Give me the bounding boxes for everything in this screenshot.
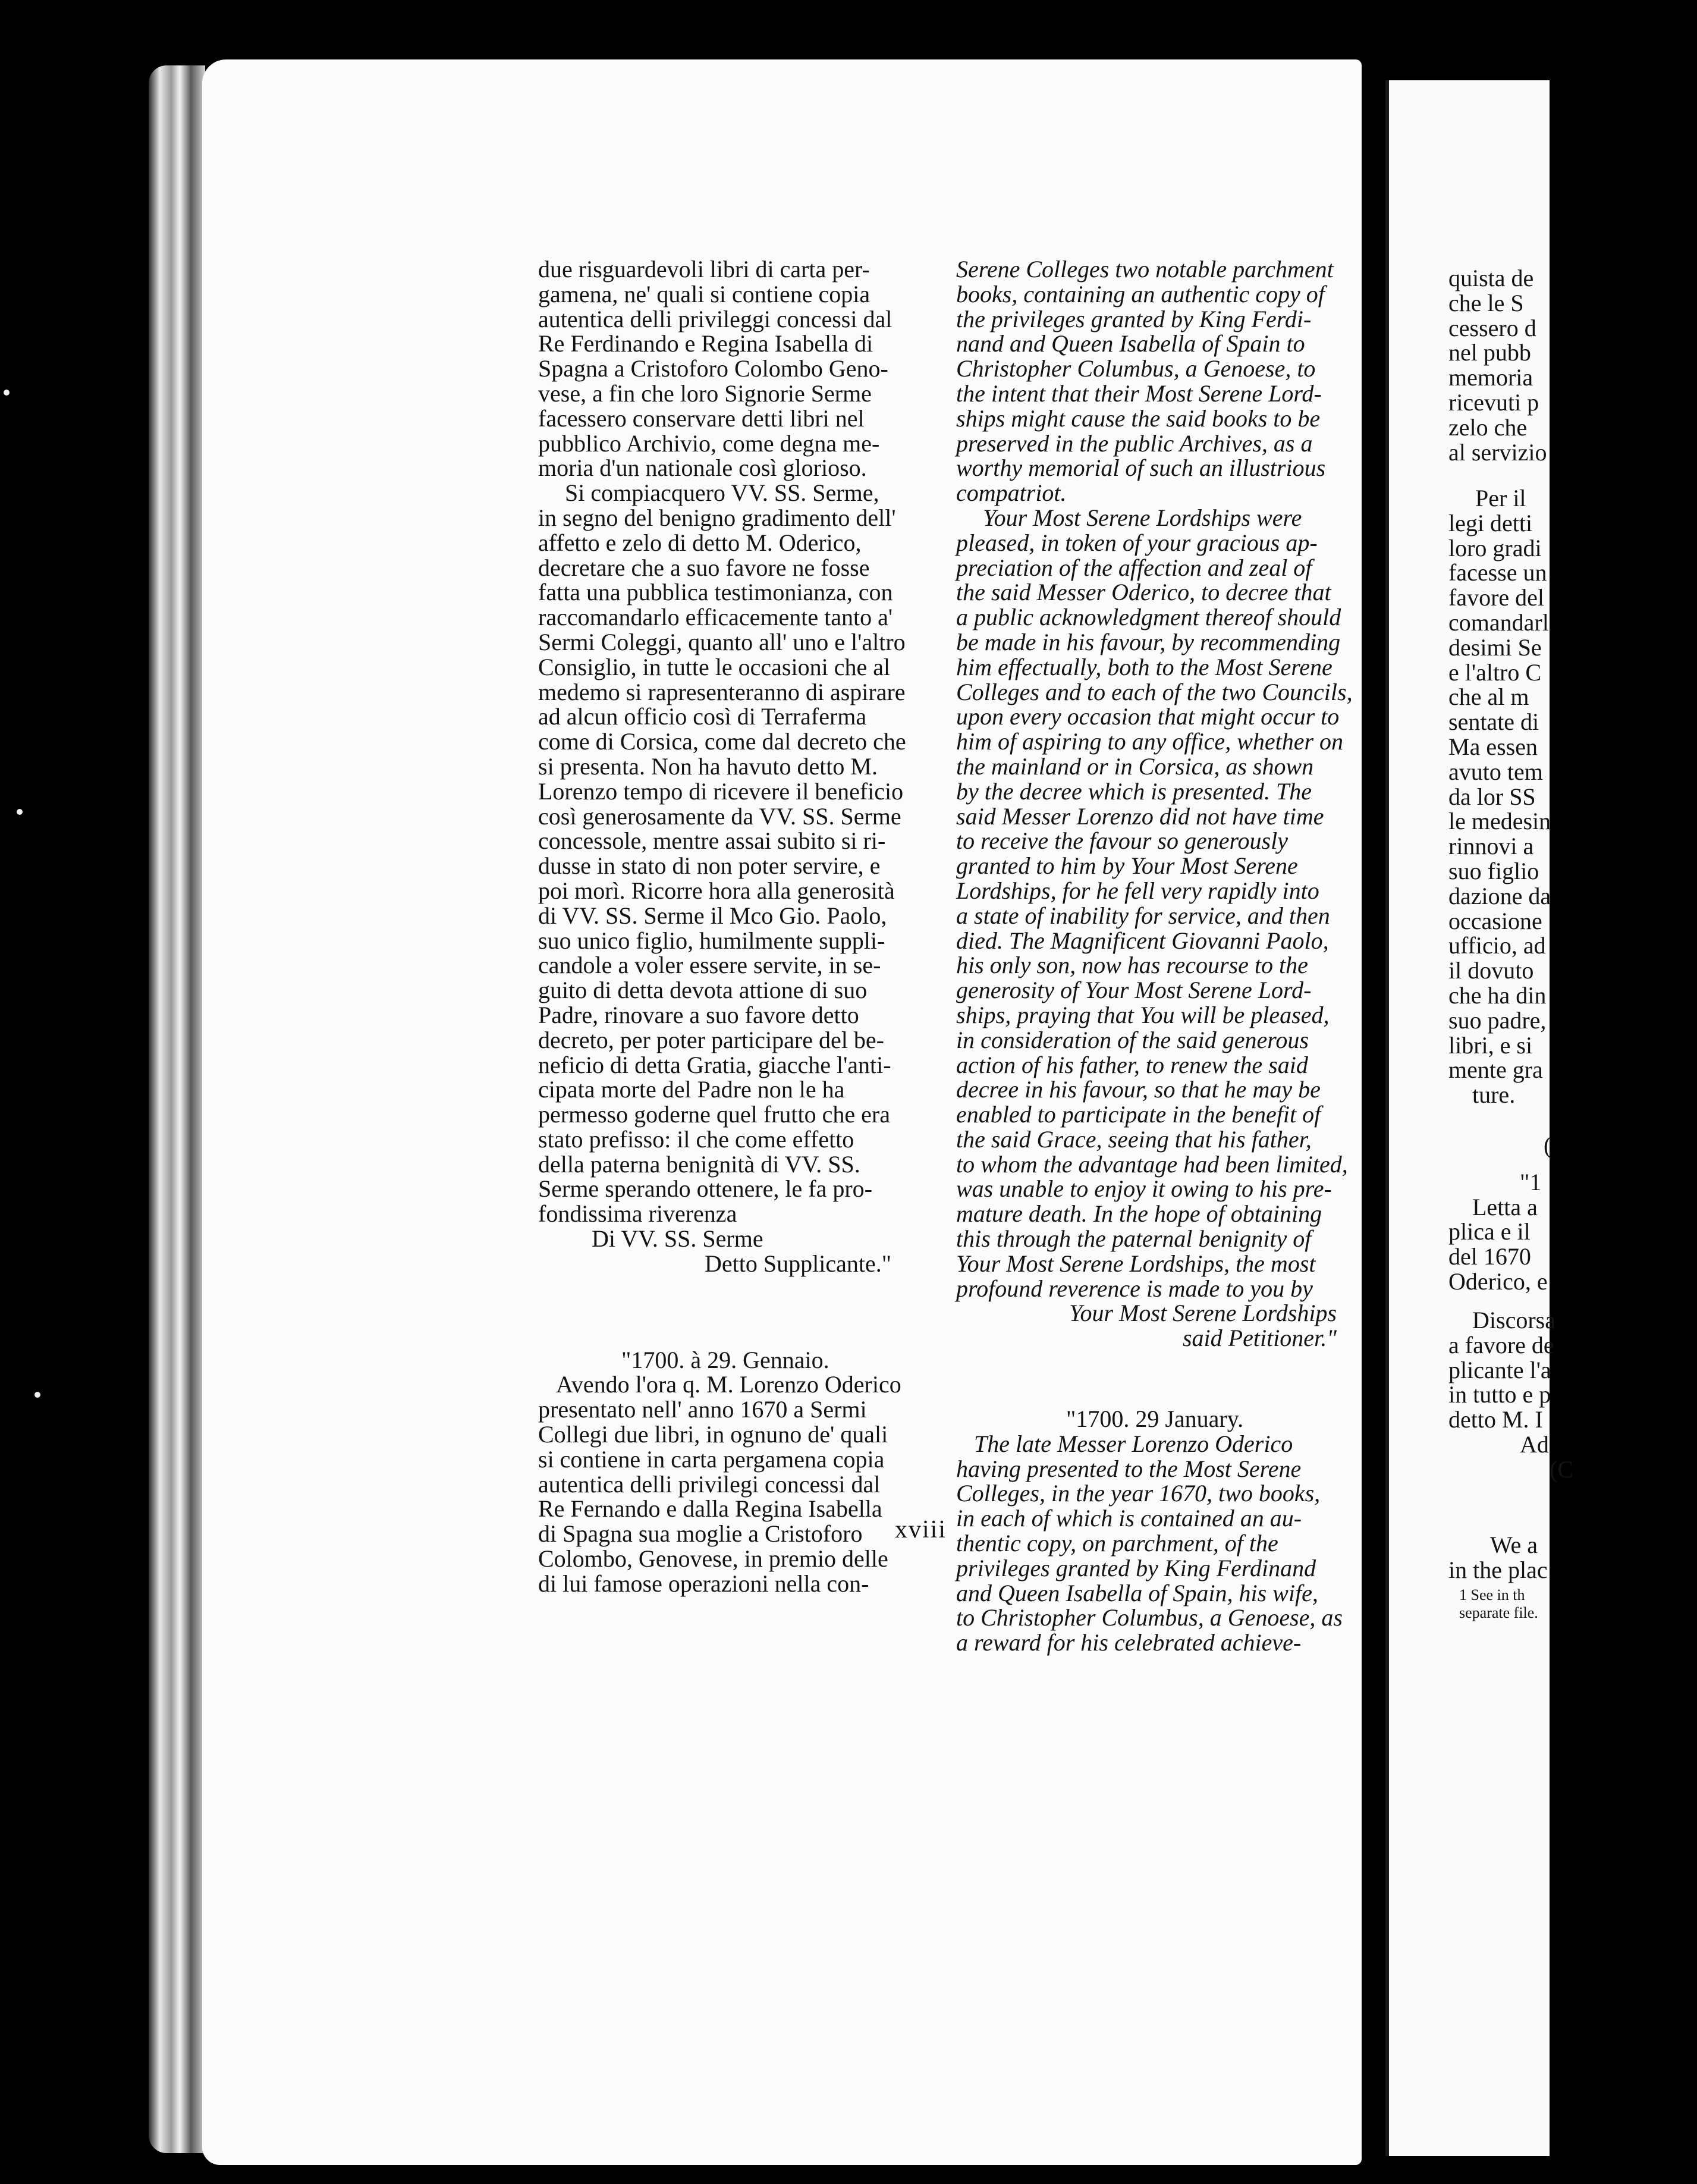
- text-line: by the decree which is presented. The: [956, 777, 1312, 805]
- text-line: him of aspiring to any office, whether on: [956, 728, 1344, 755]
- text-line: nand and Queen Isabella of Spain to: [956, 330, 1305, 357]
- text-line: in tutto e p: [1448, 1381, 1551, 1408]
- text-line: dusse in stato di non poter servire, e: [538, 852, 881, 880]
- text-line: Serme sperando ottenere, le fa pro-: [538, 1175, 872, 1203]
- page-number: xviii: [895, 1516, 947, 1543]
- text-line: candole a voler essere servite, in se-: [538, 952, 881, 979]
- text-line: "1: [1520, 1168, 1542, 1195]
- text-line: in each of which is contained an au-: [956, 1505, 1302, 1532]
- text-line: ture.: [1472, 1081, 1516, 1109]
- text-line: Padre, rinovare a suo favore detto: [538, 1001, 859, 1028]
- text-line: favore del: [1448, 584, 1545, 611]
- text-line: and Queen Isabella of Spain, his wife,: [956, 1579, 1318, 1606]
- italian-paragraph-1: [538, 257, 913, 481]
- text-line: cessero d: [1448, 314, 1536, 341]
- text-line: moria d'un nationale così glorioso.: [538, 454, 867, 482]
- text-line: Ma essen: [1448, 733, 1538, 760]
- text-line: Lorenzo tempo di ricevere il beneficio: [538, 777, 904, 805]
- text-line: enabled to participate in the benefit of: [956, 1101, 1321, 1128]
- book-page-xviii: [202, 59, 1362, 2165]
- text-line: della paterna benignità di VV. SS.: [538, 1150, 860, 1178]
- text-line: guito di detta devota attione di suo: [538, 977, 868, 1004]
- closing-salutation: Your Most Serene Lordships: [1069, 1300, 1337, 1327]
- text-line: Re Fernando e dalla Regina Isabella: [538, 1495, 882, 1523]
- text-line: memoria: [1448, 364, 1533, 391]
- text-line: di lui famose operazioni nella con-: [538, 1570, 869, 1597]
- english-paragraph-2: [956, 504, 1353, 1302]
- text-line: occasione: [1448, 907, 1542, 934]
- text-line: Per il: [1475, 485, 1526, 512]
- date-heading: "1700. à 29. Gennaio.: [621, 1346, 829, 1373]
- text-line: separate file.: [1459, 1604, 1538, 1621]
- text-line: le medesin: [1448, 808, 1551, 835]
- text-line: neficio di detta Gratia, giacche l'anti-: [538, 1051, 891, 1078]
- scan-speck: [17, 809, 23, 815]
- text-line: ad alcun officio così di Terraferma: [538, 703, 867, 730]
- text-line: rinnovi a: [1448, 833, 1534, 860]
- text-line: raccomandarlo efficacemente tanto a': [538, 604, 893, 631]
- text-line: profound reverence is made to you by: [956, 1275, 1313, 1302]
- text-line: dazione da: [1448, 882, 1551, 909]
- italian-text-column: [538, 257, 913, 1596]
- text-line: worthy memorial of such an illustrious: [956, 454, 1326, 482]
- text-line: che al m: [1448, 683, 1529, 711]
- facing-page-fragment: [1385, 80, 1573, 2156]
- text-line: libri, e si: [1448, 1031, 1533, 1059]
- closing-signature: said Petitioner.": [1182, 1325, 1337, 1352]
- text-line: the mainland or in Corsica, as shown: [956, 752, 1314, 780]
- text-line: fatta una pubblica testimonianza, con: [538, 579, 893, 606]
- text-line: the said Messer Oderico, to decree that: [956, 579, 1331, 606]
- text-line: ships, praying that You will be pleased,: [956, 1001, 1330, 1028]
- text-line: Sermi Coleggi, quanto all' uno e l'altro: [538, 628, 906, 655]
- text-line: be made in his favour, by recommending: [956, 628, 1341, 655]
- text-line: thentic copy, on parchment, of the: [956, 1530, 1278, 1557]
- text-line: affetto e zelo di detto M. Oderico,: [538, 529, 862, 556]
- text-line: che le S: [1448, 289, 1524, 316]
- text-line: fondissima riverenza: [538, 1200, 737, 1228]
- text-line: Ad: [1520, 1430, 1549, 1458]
- text-line: him effectually, both to the Most Serene: [956, 653, 1333, 680]
- text-line: due risguardevoli libri di carta per-: [538, 256, 870, 283]
- italian-paragraph-3: [538, 1372, 913, 1596]
- text-line: come di Corsica, come dal decreto che: [538, 728, 906, 755]
- text-line: The late Messer Lorenzo Oderico: [974, 1430, 1293, 1457]
- text-line: ships might cause the said books to be: [956, 404, 1321, 432]
- text-line: to Christopher Columbus, a Genoese, as: [956, 1604, 1343, 1631]
- text-line: books, containing an authentic copy of: [956, 280, 1325, 307]
- text-line: preciation of the affection and zeal of: [956, 554, 1312, 581]
- text-line: the said Grace, seeing that his father,: [956, 1125, 1312, 1153]
- text-line: e l'altro C: [1448, 658, 1542, 686]
- book-binding: [149, 65, 205, 2153]
- text-line: di VV. SS. Serme il Mco Gio. Paolo,: [538, 902, 887, 929]
- text-line: Oderico, e: [1448, 1267, 1548, 1295]
- text-line: his only son, now has recourse to the: [956, 952, 1308, 979]
- text-line: concessole, mentre assai subito si ri-: [538, 827, 886, 855]
- text-line: da lor SS: [1448, 783, 1536, 810]
- text-line: permesso goderne quel frutto che era: [538, 1101, 890, 1128]
- text-line: granted to him by Your Most Serene: [956, 852, 1298, 880]
- scan-speck: [34, 1392, 40, 1398]
- text-line: Lordships, for he fell very rapidly into: [956, 877, 1319, 904]
- text-line: decreto, per poter participare del be-: [538, 1026, 884, 1053]
- text-line: in consideration of the said generous: [956, 1026, 1309, 1053]
- text-line: (: [1544, 1132, 1552, 1159]
- text-line: preserved in the public Archives, as a: [956, 429, 1313, 457]
- text-line: suo padre,: [1448, 1006, 1547, 1034]
- text-line: a favore de: [1448, 1331, 1554, 1358]
- text-line: in segno del benigno gradimento dell': [538, 504, 896, 531]
- text-line: generosity of Your Most Serene Lord-: [956, 977, 1312, 1004]
- text-line: ufficio, ad: [1448, 932, 1546, 959]
- text-line: così generosamente da VV. SS. Serme: [538, 802, 901, 830]
- text-line: Collegi due libri, in ognuno de' quali: [538, 1421, 888, 1448]
- text-line: poi morì. Ricorre hora alla generosità: [538, 877, 895, 904]
- text-line: a public acknowledgment thereof should: [956, 604, 1341, 631]
- text-line: Consiglio, in tutte le occasioni che al: [538, 653, 891, 680]
- text-line: pubblico Archivio, come degna me-: [538, 429, 880, 457]
- text-line: action of his father, to renew the said: [956, 1051, 1308, 1078]
- text-line: the intent that their Most Serene Lord-: [956, 379, 1322, 407]
- text-line: Si compiacquero VV. SS. Serme,: [565, 479, 879, 507]
- text-line: Letta a: [1472, 1193, 1538, 1220]
- text-line: died. The Magnificent Giovanni Paolo,: [956, 927, 1329, 954]
- text-line: che ha din: [1448, 981, 1547, 1009]
- facing-page-block-4: [1448, 1308, 1686, 1482]
- text-line: avuto tem: [1448, 758, 1543, 785]
- text-line: 1 See in th: [1459, 1586, 1525, 1604]
- text-line: mature death. In the hope of obtaining: [956, 1200, 1322, 1228]
- text-line: Serene Colleges two notable parchment: [956, 256, 1334, 283]
- text-line: si contiene in carta pergamena copia: [538, 1445, 885, 1473]
- text-line: zelo che: [1448, 413, 1528, 441]
- date-heading: "1700. 29 January.: [1066, 1405, 1244, 1433]
- text-line: autentica delli privileggi concessi dal: [538, 305, 893, 332]
- text-line: Your Most Serene Lordships, the most: [956, 1250, 1316, 1277]
- text-line: vese, a fin che loro Signorie Serme: [538, 379, 872, 407]
- facing-page-block-1: [1448, 266, 1686, 465]
- scan-speck: [4, 390, 10, 396]
- text-line: Avendo l'ora q. M. Lorenzo Oderico: [556, 1371, 901, 1398]
- closing-salutation: Di VV. SS. Serme: [592, 1225, 763, 1253]
- text-line: facesse un: [1448, 559, 1547, 586]
- text-line: Spagna a Cristoforo Colombo Geno-: [538, 355, 888, 382]
- text-line: al servizio: [1448, 438, 1547, 466]
- text-line: Colleges and to each of the two Councils,: [956, 678, 1353, 705]
- text-line: was unable to enjoy it owing to his pre-: [956, 1175, 1332, 1203]
- text-line: quista de: [1448, 265, 1534, 291]
- text-line: medemo si rapresenteranno di aspirare: [538, 678, 906, 705]
- text-line: Colombo, Genovese, in premio delle: [538, 1545, 888, 1573]
- text-line: this through the paternal benignity of: [956, 1225, 1312, 1253]
- text-line: privileges granted by King Ferdinand: [956, 1554, 1316, 1581]
- text-line: detto M. I: [1448, 1406, 1543, 1433]
- text-line: comandarl: [1448, 608, 1549, 636]
- text-line: to receive the favour so generously: [956, 827, 1288, 855]
- text-line: mente gra: [1448, 1056, 1543, 1084]
- english-paragraph-3: [956, 1430, 1343, 1656]
- text-line: Christopher Columbus, a Genoese, to: [956, 355, 1316, 382]
- italian-paragraph-2: [538, 481, 913, 1226]
- text-line: gamena, ne' quali si contiene copia: [538, 280, 871, 307]
- text-line: plica e il: [1448, 1218, 1531, 1245]
- text-line: sentate di: [1448, 708, 1539, 736]
- text-line: presentato nell' anno 1670 a Sermi: [538, 1396, 867, 1423]
- facing-page-block-3: [1448, 1133, 1686, 1294]
- text-line: del 1670: [1448, 1243, 1531, 1270]
- text-line: il dovuto: [1448, 957, 1534, 984]
- text-line: a reward for his celebrated achieve-: [956, 1629, 1302, 1656]
- text-line: plicante l'a: [1448, 1356, 1551, 1383]
- text-line: si presenta. Non ha havuto detto M.: [538, 752, 878, 780]
- text-line: the privileges granted by King Ferdi-: [956, 305, 1312, 332]
- text-line: said Messer Lorenzo did not have time: [956, 802, 1324, 830]
- text-line: pleased, in token of your gracious ap-: [956, 529, 1318, 556]
- text-line: ricevuti p: [1448, 388, 1539, 416]
- english-translation-column: [956, 256, 1353, 1656]
- text-line: We a: [1490, 1532, 1538, 1558]
- text-line: upon every occasion that might occur to: [956, 703, 1340, 730]
- facing-page-footnote: [1459, 1586, 1697, 1622]
- text-line: suo unico figlio, humilmente suppli-: [538, 927, 885, 954]
- text-line: decree in his favour, so that he may be: [956, 1076, 1321, 1103]
- text-line: nel pubb: [1448, 339, 1531, 366]
- facing-page-block-2: [1448, 486, 1686, 1107]
- text-line: in the plac: [1448, 1556, 1548, 1583]
- closing-signature: Detto Supplicante.": [705, 1250, 892, 1277]
- english-paragraph-1: [956, 257, 1337, 506]
- text-line: having presented to the Most Serene: [956, 1455, 1302, 1482]
- text-line: autentica delli privilegi concessi dal: [538, 1470, 881, 1498]
- text-line: cipata morte del Padre non le ha: [538, 1076, 845, 1103]
- text-line: (C: [1550, 1455, 1573, 1483]
- text-line: facessero conservare detti libri nel: [538, 404, 865, 432]
- text-line: Discorsa: [1472, 1307, 1555, 1333]
- text-line: suo figlio: [1448, 857, 1539, 884]
- text-line: Re Ferdinando e Regina Isabella di: [538, 330, 873, 357]
- text-line: Colleges, in the year 1670, two books,: [956, 1480, 1321, 1507]
- text-line: compatriot.: [956, 479, 1067, 507]
- text-line: a state of inability for service, and then: [956, 902, 1330, 929]
- facing-page-block-5: [1448, 1533, 1686, 1583]
- text-line: to whom the advantage had been limited,: [956, 1150, 1348, 1178]
- text-line: stato prefisso: il che come effetto: [538, 1125, 854, 1153]
- text-line: legi detti: [1448, 509, 1533, 536]
- text-line: di Spagna sua moglie a Cristoforo: [538, 1520, 863, 1548]
- text-line: loro gradi: [1448, 534, 1542, 561]
- text-line: Your Most Serene Lordships were: [983, 504, 1302, 531]
- text-line: decretare che a suo favore ne fosse: [538, 554, 870, 581]
- text-line: desimi Se: [1448, 633, 1542, 661]
